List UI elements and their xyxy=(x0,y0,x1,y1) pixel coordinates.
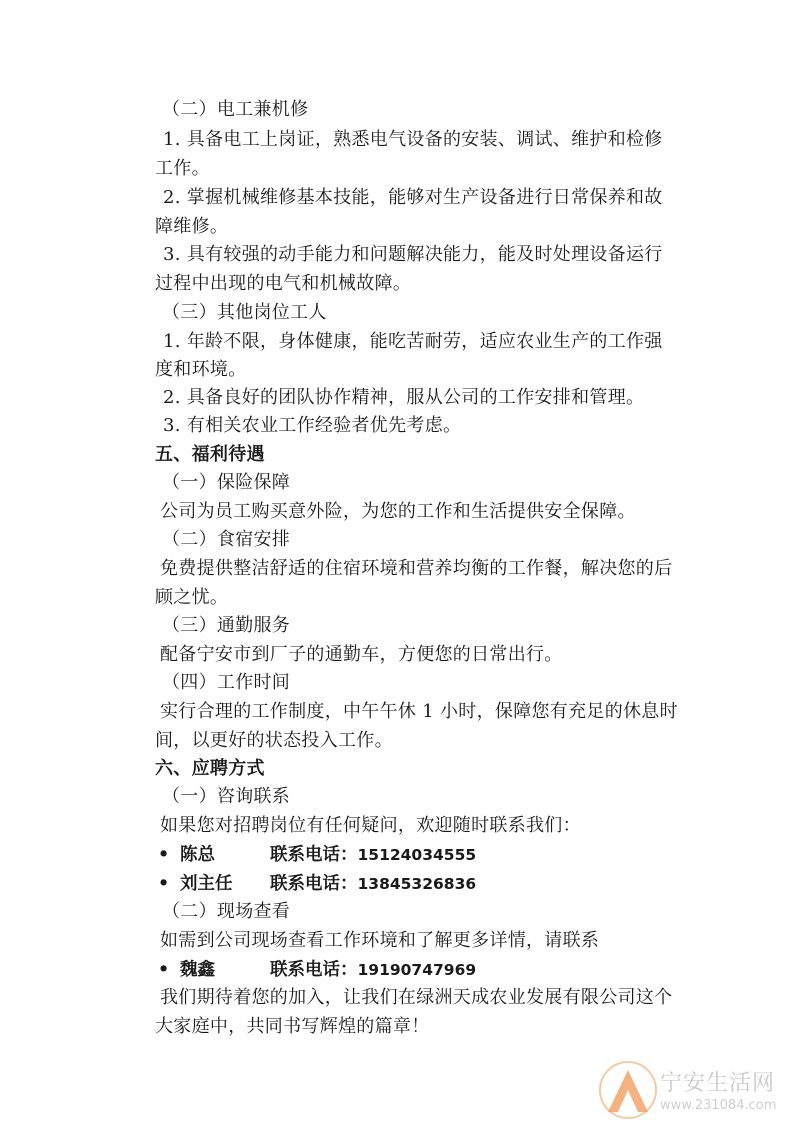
paragraph-line: 公司为员工购买意外险，为您的工作和生活提供安全保障。 xyxy=(160,501,636,522)
paragraph-line: 如果您对招聘岗位有任何疑问，欢迎随时联系我们： xyxy=(160,815,581,836)
section-heading: （一）保险保障 xyxy=(162,472,291,493)
paragraph-line: 2. 掌握机械维修基本技能，能够对生产设备进行日常保养和故 xyxy=(163,187,663,208)
closing-line: 大家庭中，共同书写辉煌的篇章！ xyxy=(155,1016,430,1037)
section-heading: （一）咨询联系 xyxy=(162,786,291,807)
paragraph-line: 1. 年龄不限，身体健康，能吃苦耐劳，适应农业生产的工作强 xyxy=(163,331,663,352)
paragraph-line: 顾之忧。 xyxy=(155,587,229,608)
section-heading: （二）电工兼机修 xyxy=(162,99,309,120)
section-heading: （三）通勤服务 xyxy=(162,615,291,636)
watermark-title: 宁安生活网 xyxy=(660,1071,776,1096)
paragraph-line: 实行合理的工作制度，中午午休 1 小时，保障您有充足的休息时 xyxy=(160,701,678,722)
section-heading: （二）食宿安排 xyxy=(162,529,291,550)
paragraph-line: 免费提供整洁舒适的住宿环境和营养均衡的工作餐，解决您的后 xyxy=(160,558,673,579)
contact-name: 刘主任 xyxy=(180,874,233,894)
section-title-application: 六、应聘方式 xyxy=(155,758,265,779)
bullet: • xyxy=(158,874,170,894)
bullet: • xyxy=(158,845,170,865)
watermark-url: www.231084.com xyxy=(660,1098,777,1113)
paragraph-line: 2. 具备良好的团队协作精神，服从公司的工作安排和管理。 xyxy=(163,387,645,408)
contact-item xyxy=(158,958,476,982)
paragraph-line: 1. 具备电工上岗证，熟悉电气设备的安装、调试、维护和检修 xyxy=(163,129,663,150)
contact-name: 魏鑫 xyxy=(180,960,215,980)
paragraph-line: 过程中出现的电气和机械故障。 xyxy=(155,273,412,294)
paragraph-line: 间，以更好的状态投入工作。 xyxy=(155,730,393,751)
contact-item xyxy=(158,843,476,867)
section-heading: （二）现场查看 xyxy=(162,901,291,922)
bullet: • xyxy=(158,960,170,980)
section-title-benefits: 五、福利待遇 xyxy=(155,444,265,465)
section-heading: （三）其他岗位工人 xyxy=(162,302,327,323)
watermark xyxy=(598,1060,798,1124)
paragraph-line: 障维修。 xyxy=(155,216,229,237)
paragraph-line: 工作。 xyxy=(155,158,210,179)
contact-phone: 15124034555 xyxy=(357,846,477,864)
paragraph-line: 3. 具有较强的动手能力和问题解决能力，能及时处理设备运行 xyxy=(163,244,663,265)
closing-line: 我们期待着您的加入，让我们在绿洲天成农业发展有限公司这个 xyxy=(160,987,673,1008)
section-heading: （四）工作时间 xyxy=(162,672,291,693)
contact-label: 联系电话： xyxy=(270,845,358,865)
paragraph-line: 3. 有相关农业工作经验者优先考虑。 xyxy=(163,415,462,436)
contact-name: 陈总 xyxy=(180,845,215,865)
contact-phone: 19190747969 xyxy=(357,961,477,979)
watermark-logo-icon xyxy=(598,1060,658,1120)
paragraph-line: 配备宁安市到厂子的通勤车，方便您的日常出行。 xyxy=(160,644,563,665)
paragraph-line: 如需到公司现场查看工作环境和了解更多详情，请联系 xyxy=(160,930,600,951)
contact-label: 联系电话： xyxy=(270,874,358,894)
paragraph-line: 度和环境。 xyxy=(155,359,247,380)
contact-label: 联系电话： xyxy=(270,960,358,980)
contact-phone: 13845326836 xyxy=(357,875,477,893)
contact-item xyxy=(158,872,476,896)
